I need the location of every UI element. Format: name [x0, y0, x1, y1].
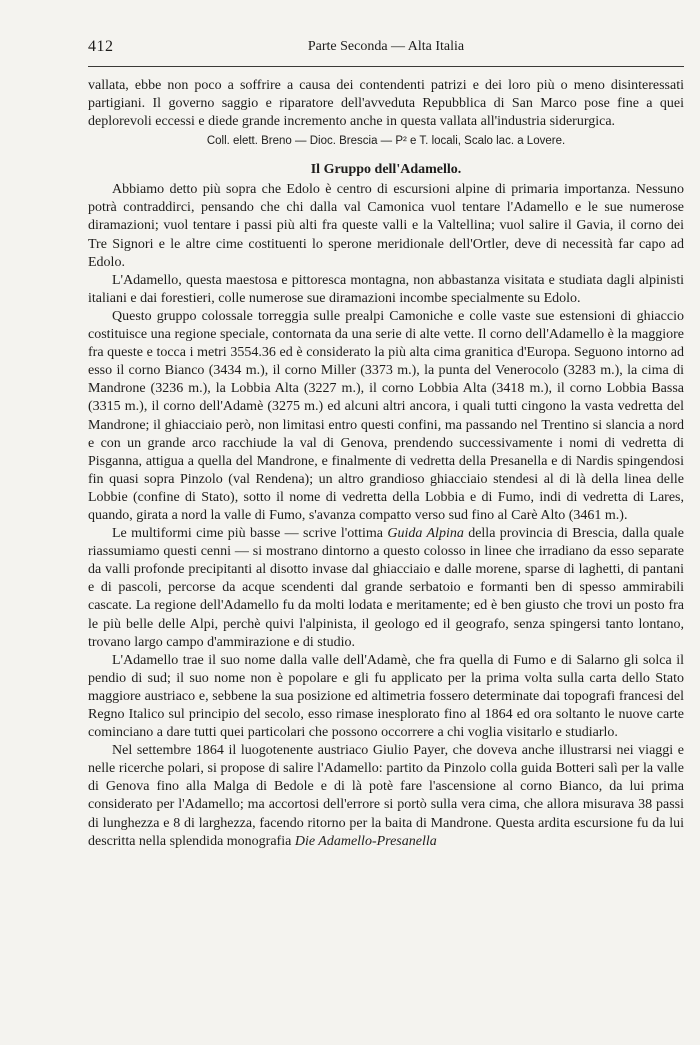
paragraph-text: Nel settembre 1864 il luogotenente austriaco Giulio Payer, che doveva anche illustrarsi nei viaggi e nelle ricerche polari, si propose di salire l'Adamello: partito da Pinzolo colla guida Botteri salì per la valle di Genova fino alla Malga di Bedole e di là potè fare l'ascensione al corno Bianco, da lui prima considerato per l'Adamello; ma accortosi dell'errore si portò sulla vera cima, che allora misurava 38 passi di lunghezza e 8 di larghezza, facendo ritorno per la baita di Mandrone. Questa ardita escursione fu da lui descritta nella splendida monografia — [88, 743, 684, 849]
section-title: Il Gruppo dell'Adamello. — [310, 162, 462, 178]
paragraph-text: Le multiformi cime più basse — scrive l'ottima — [112, 526, 388, 542]
page-number: 412 — [88, 38, 114, 55]
header-rule — [88, 66, 684, 67]
page-header — [88, 38, 684, 62]
book-title: Guida Alpina — [387, 526, 464, 542]
book-page — [88, 38, 684, 851]
paragraph: Questo gruppo colossale torreggia sulle prealpi Camoniche e colle vaste sue estensioni di ghiaccio costituisce una regione speciale, contornata da una serie di alte vette. Il corno dell'Adamello è la maggiore fra queste e tocca i metri 3554.36 ed è considerato la più alta cima granitica d'Europa. Seguono intorno ad esso il corno Bianco (3434 m.), il corno Miller (3373 m.), la punta del Venerocolo (3283 m.), la cima di Mandrone (3236 m.), la Lobbia Alta (3227 m.), il corno Lobbia Alta (3418 m.), il corno Lobbia Bassa (3315 m.), il corno dell'Adamè (3275 m.) ed alcuni altri ancora, i quali tutti cingono la vasta vedretta del Mandrone; il ghiacciaio però, non limitasi entro questi confini, ma passando nel Trentino si slancia a nord e con un grande arco racchiude la val di Genova, prendendo successivamente i nomi di vedretta di Pisganna, attigua a quella del Mandrone, e finalmente di vedretta della Presanella e di Nardis spingendosi fin quasi sopra Pinzolo (val Rendena); un altro grandioso ghiacciaio stendesi al di là della linea delle Lobbie (confine di Stato), sotto il nome di vedretta della Lobbia e di Fumo, indi di vedretta di Lares, quando, girata a nord la valle di Fumo, s'avanza compatto verso sud fino al Carè Alto (3461 m.). — [88, 308, 684, 523]
running-title: Parte Seconda — Alta Italia — [307, 39, 465, 54]
paragraph: L'Adamello trae il suo nome dalla valle dell'Adamè, che fra quella di Fumo e di Salarno gli solca il pendio di sud; il suo nome non è popolare e gli fu applicato per la prima volta sulla carta dello Stato maggiore austriaco e, sebbene la sua posizione ed altimetria fossero determinate dai topografi francesi del Regno Italico sul principio del secolo, esso rimase inesplorato fino al 1864 ed ora soltanto le nuove carte cominciano a dare tutti quei particolari che possono occorrere a chi voglia visitarlo e studiarlo. — [88, 652, 684, 741]
paragraph — [88, 525, 684, 652]
paragraph — [88, 742, 684, 851]
book-title: Die Adamello-Presanella — [294, 833, 437, 849]
body-text — [88, 77, 684, 851]
paragraph: Abbiamo detto più sopra che Edolo è centro di escursioni alpine di primaria importanza. Nessuno potrà contraddirci, pensando che chi dalla val Camonica vuol tentare l'Adamello e le sue numerose diramazioni; vuol tentare i passi più alti fra queste valli e la Valtellina; vuol salire il Gavia, il corno dei Tre Signori e le altre cime costituenti lo sperone meridionale dell'Ortler, deve di necessità far capo ad Edolo. — [88, 182, 684, 270]
source-note: Coll. elett. Breno — Dioc. Brescia — P² e T. locali, Scalo lac. a Lovere. — [206, 135, 566, 148]
paragraph: vallata, ebbe non poco a soffrire a causa dei contendenti patrizi e dei loro più o meno disinteressati partigiani. Il governo saggio e riparatore dell'avveduta Repubblica di San Marco pose fine a quei deplorevoli eccessi e diede grande incremento anche in questa vallata all'industria siderurgica. — [88, 78, 684, 130]
paragraph-text: della provincia di Brescia, dalla quale riassumiamo questi cenni — si mostrano dintorno a questo colosso in linee che irradiano da esso separate da valli profonde precipitanti al disotto invase dal ghiacciaio e dalle morene, sparse di laghetti, di pantani e di pascoli, percorse da acque scendenti dal grande serbatoio e formanti ben di spesso ammirabili cascate. La regione dell'Adamello fu da molti lodata e meritamente; ed è ben giusto che trovi un posto fra le più belle delle Alpi, perchè quivi l'alpinista, il geologo ed il geografo, senza spingersi tanto lontano, trovano largo campo d'ammirazione e di studio. — [88, 526, 685, 650]
paragraph: L'Adamello, questa maestosa e pittoresca montagna, non abbastanza visitata e studiata dagli alpinisti italiani e dai forestieri, colle numerose sue diramazioni incombe specialmente su Edolo. — [88, 272, 684, 306]
